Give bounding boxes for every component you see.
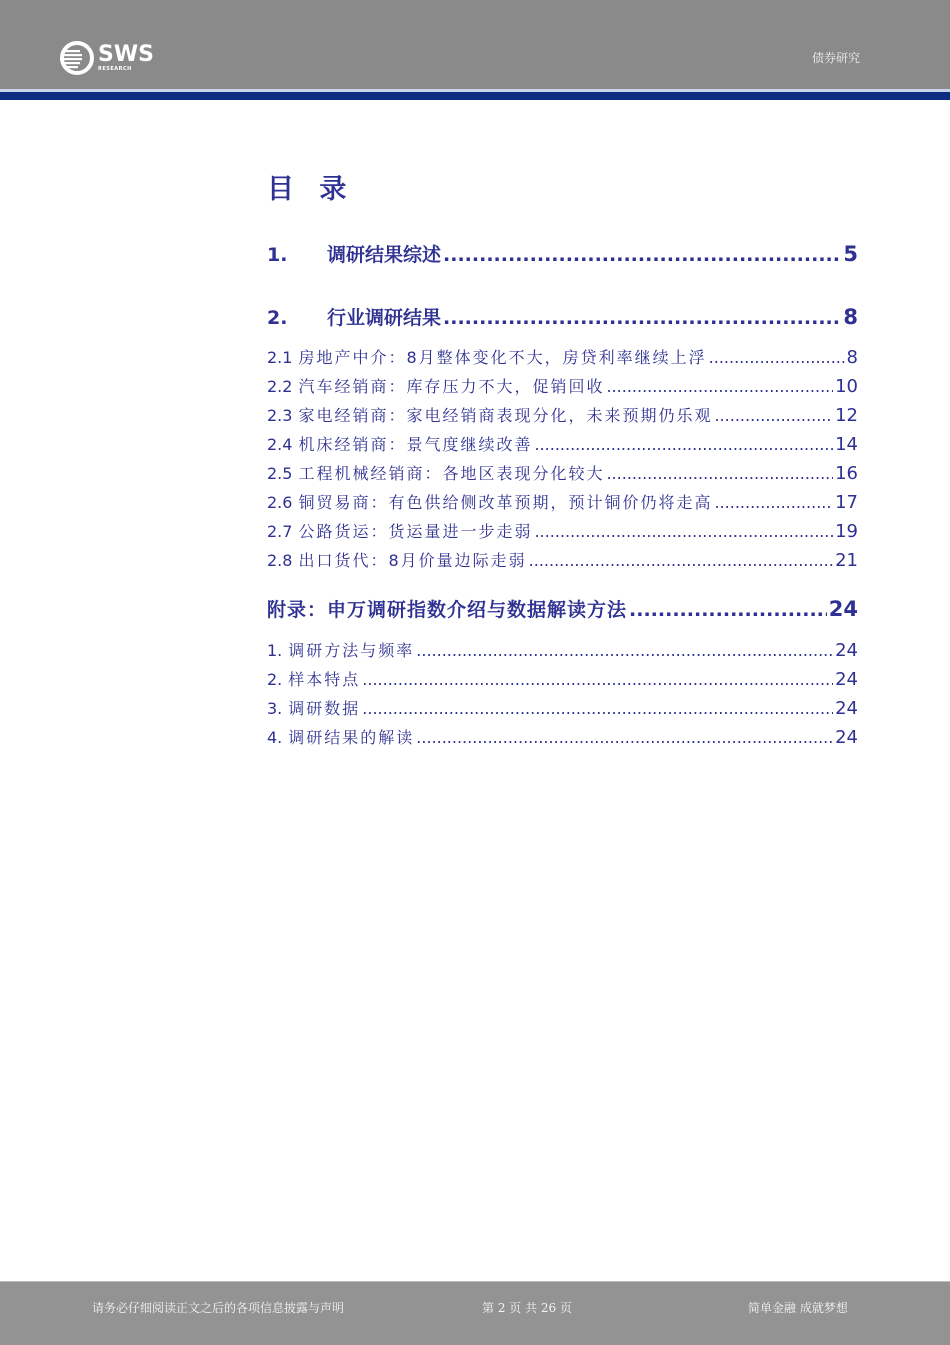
toc-entry-page: 24	[828, 597, 858, 621]
toc-entry-label: 公路货运：货运量进一步走弱	[298, 522, 533, 541]
toc-leader-dots	[362, 670, 833, 689]
sws-logo	[60, 40, 154, 76]
toc-entry-subsection[interactable]	[267, 461, 858, 484]
toc-entry-label: 调研数据	[288, 699, 361, 718]
toc-leader-dots	[416, 641, 833, 660]
header-divider-blue	[0, 92, 950, 100]
toc-entry-label: 样本特点	[288, 670, 361, 689]
toc-leader-dots	[416, 728, 833, 747]
toc-entry-page: 21	[835, 550, 858, 571]
toc-entry-section[interactable]	[267, 240, 858, 267]
toc-entry-number: 2.6	[267, 493, 293, 512]
toc-entry-number: 2.	[267, 307, 288, 329]
toc-entry-number: 2.5	[267, 464, 293, 483]
toc-entry-label: 机床经销商：景气度继续改善	[298, 435, 533, 454]
toc-leader-dots	[714, 493, 833, 512]
toc-entry-number: 2.2	[267, 377, 293, 396]
toc-entry-page: 14	[835, 434, 858, 455]
toc-entry-number: 2.8	[267, 551, 293, 570]
toc-entry-number: 2.1	[267, 348, 293, 367]
toc-entry-page: 24	[835, 727, 858, 748]
toc-entry-number: 1.	[267, 641, 283, 660]
toc-entry-section[interactable]	[267, 303, 858, 330]
report-category: 债券研究	[811, 51, 860, 65]
toc-entry-page: 24	[835, 669, 858, 690]
toc-leader-dots	[534, 522, 833, 541]
toc-entry-label: 行业调研结果	[327, 307, 442, 329]
toc-entry-appendix-item[interactable]	[267, 638, 858, 661]
toc-entry-page: 8	[843, 305, 858, 329]
sws-globe-icon	[60, 41, 94, 75]
toc-entry-appendix-item[interactable]	[267, 696, 858, 719]
footer-disclaimer: 请务必仔细阅读正文之后的各项信息披露与声明	[92, 1301, 345, 1315]
toc-entry-page: 5	[843, 242, 858, 266]
toc-title: 目 录	[267, 174, 355, 205]
toc-entry-subsection[interactable]	[267, 548, 858, 571]
toc-entry-appendix[interactable]	[267, 595, 858, 622]
toc-entry-page: 24	[835, 640, 858, 661]
table-of-contents	[267, 170, 858, 748]
toc-leader-dots	[606, 464, 833, 483]
logo-subtext: RESEARCH	[98, 66, 132, 72]
toc-entry-number: 4.	[267, 728, 283, 747]
toc-entry-number: 2.7	[267, 522, 293, 541]
toc-entry-page: 17	[835, 492, 858, 513]
toc-entry-number: 2.3	[267, 406, 293, 425]
toc-entry-page: 10	[835, 376, 858, 397]
toc-entry-label: 汽车经销商：库存压力不大，促销回收	[298, 377, 605, 396]
toc-entry-appendix-item[interactable]	[267, 667, 858, 690]
toc-entry-label: 调研结果的解读	[288, 728, 415, 747]
page-footer	[0, 1281, 950, 1345]
toc-entry-subsection[interactable]	[267, 519, 858, 542]
toc-entry-subsection[interactable]	[267, 403, 858, 426]
footer-slogan: 简单金融 成就梦想	[748, 1301, 848, 1315]
toc-entry-label: 房地产中介：8月整体变化不大，房贷利率继续上浮	[298, 348, 707, 367]
toc-leader-dots	[443, 244, 841, 266]
toc-entry-label: 附录：申万调研指数介绍与数据解读方法	[267, 599, 628, 621]
toc-leader-dots	[714, 406, 833, 425]
toc-leader-dots	[606, 377, 833, 396]
toc-leader-dots	[443, 307, 841, 329]
toc-entry-number: 2.	[267, 670, 283, 689]
toc-entry-appendix-item[interactable]	[267, 725, 858, 748]
page-header	[0, 0, 950, 89]
toc-leader-dots	[709, 348, 845, 367]
toc-entry-page: 19	[835, 521, 858, 542]
toc-leader-dots	[529, 551, 833, 570]
toc-entry-subsection[interactable]	[267, 374, 858, 397]
toc-entry-label: 工程机械经销商：各地区表现分化较大	[298, 464, 605, 483]
toc-entry-page: 16	[835, 463, 858, 484]
toc-leader-dots	[629, 599, 827, 621]
toc-entry-number: 3.	[267, 699, 283, 718]
footer-page-number: 第 2 页 共 26 页	[482, 1301, 572, 1315]
toc-leader-dots	[362, 699, 833, 718]
toc-entry-subsection[interactable]	[267, 432, 858, 455]
toc-leader-dots	[534, 435, 833, 454]
toc-entry-subsection[interactable]	[267, 345, 858, 368]
toc-entry-label: 铜贸易商：有色供给侧改革预期，预计铜价仍将走高	[298, 493, 713, 512]
toc-entry-label: 出口货代：8月价量边际走弱	[298, 551, 527, 570]
logo-text: SWS	[98, 42, 154, 67]
toc-entry-number: 2.4	[267, 435, 293, 454]
toc-entry-number: 1.	[267, 244, 288, 266]
toc-entry-subsection[interactable]	[267, 490, 858, 513]
toc-entry-page: 8	[846, 347, 858, 368]
toc-entry-label: 调研方法与频率	[288, 641, 415, 660]
toc-entry-label: 家电经销商：家电经销商表现分化，未来预期仍乐观	[298, 406, 713, 425]
toc-entry-page: 24	[835, 698, 858, 719]
toc-entry-page: 12	[835, 405, 858, 426]
toc-entry-label: 调研结果综述	[327, 244, 442, 266]
